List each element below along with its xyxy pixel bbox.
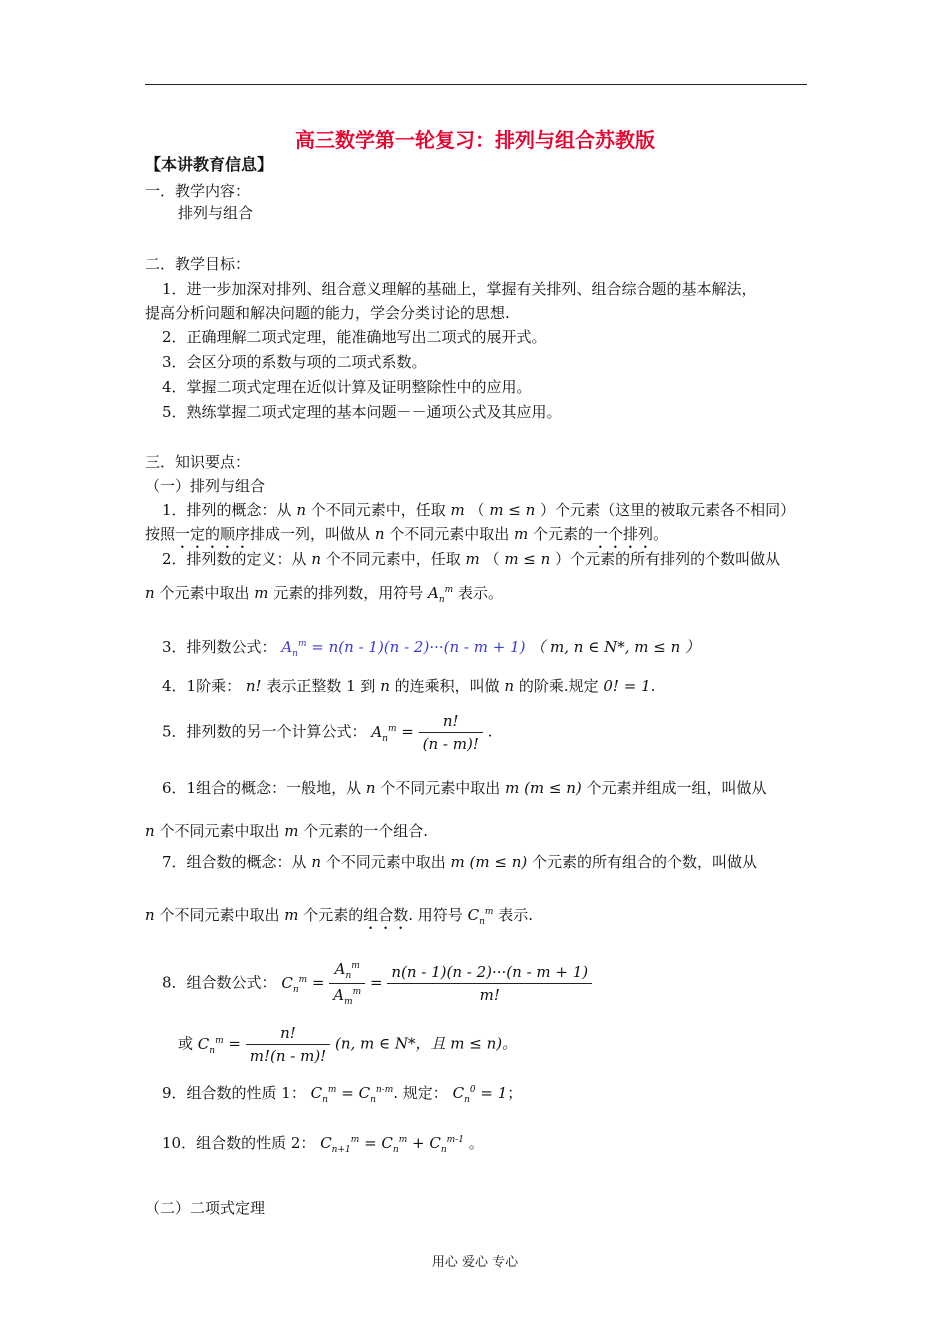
content-heading: 一．教学内容： [145,182,251,200]
point-1-line-1: 1．排列的概念：从 n 个不同元素中，任取 m （ m ≤ n ）个元素（这里的被取元素各不相同） [162,501,796,519]
point-7-line-2: n 个不同元素中取出 m 个元素的组合数. 用符号 $C_n^m$ 表示. [145,906,533,927]
goal-2: 2．正确理解二项式定理，能准确地写出二项式的展开式。 [162,328,547,346]
goal-1a: 1．进一步加深对排列、组合意义理解的基础上，掌握有关排列、组合综合题的基本解法， [162,280,757,298]
point-1-line-2: 按照一定的顺序排成一列，叫做从 n 个不同元素中取出 m 个元素的一个排列。 [145,525,669,543]
point-4: 4．1阶乘： n! 表示正整数 1 到 n 的连乘积，叫做 n 的阶乘.规定 0! = 1. [162,677,656,695]
point-5-formula: 5．排列数的另一个计算公式： $A_n^m$ = $\frac{n!}{(n - m)!}$ . [162,712,493,753]
goal-3: 3．会区分项的系数与项的二项式系数。 [162,353,427,371]
point-9: 9．组合数的性质 1： $C_n^m = C_n^{n-m}$. 规定： $C_n^0 = 1$； [162,1084,523,1105]
goal-5: 5．熟练掌握二项式定理的基本问题－－通项公式及其应用。 [162,403,562,421]
document-title: 高三数学第一轮复习：排列与组合苏教版 [295,128,655,152]
point-3-formula: 3．排列数公式： $A_n^m = n(n - 1)(n - 2)\cdot\cdot\cdot(n - m + 1)$ （ m, n ∈ N*, m ≤ n ） [162,638,700,659]
point-8-alt-formula: 或 $C_n^m$ = $\frac{n!}{m!(n - m)!}$ (n, m ∈ N*，且 m ≤ n)。 [178,1024,518,1065]
info-heading: 【本讲教育信息】 [145,155,274,174]
goal-1b: 提高分析问题和解决问题的能力，学会分类讨论的思想. [145,304,510,322]
page-footer: 用心 爱心 专心 [431,1255,519,1270]
point-6-line-2: n 个不同元素中取出 m 个元素的一个组合. [145,822,428,840]
goal-4: 4．掌握二项式定理在近似计算及证明整除性中的应用。 [162,378,532,396]
point-6-line-1: 6．1组合的概念：一般地，从 n 个不同元素中取出 m (m ≤ n) 个元素并组成一组，叫做从 [162,779,767,797]
point-2-line-1: 2．排列数的定义：从 n 个不同元素中，任取 m （ m ≤ n ）个元素的所有排列的个数叫做从 [162,550,781,568]
header-rule [145,84,807,85]
content-text: 排列与组合 [178,204,254,222]
point-10: 10．组合数的性质 2： $C_{n+1}^m = C_n^m + C_n^{m-1}$ 。 [162,1134,484,1155]
point-2-line-2: n 个元素中取出 m 元素的排列数，用符号 $A_n^m$ 表示。 [145,584,503,605]
points-heading: 三．知识要点： [145,453,251,471]
section-2-heading: （二）二项式定理 [145,1199,266,1217]
section-1-heading: （一）排列与组合 [145,477,266,495]
goals-heading: 二．教学目标： [145,255,251,273]
point-7-line-1: 7．组合数的概念：从 n 个不同元素中取出 m (m ≤ n) 个元素的所有组合的个数，叫做从 [162,853,758,871]
point-8-formula: 8．组合数公式： $C_n^m$ = $\frac{A_n^m}{A_m^m}$ = $\frac{n(n - 1)(n - 2)\cdot\cdot\cdot(n - m + 1)}{m!}$ [162,960,592,1007]
